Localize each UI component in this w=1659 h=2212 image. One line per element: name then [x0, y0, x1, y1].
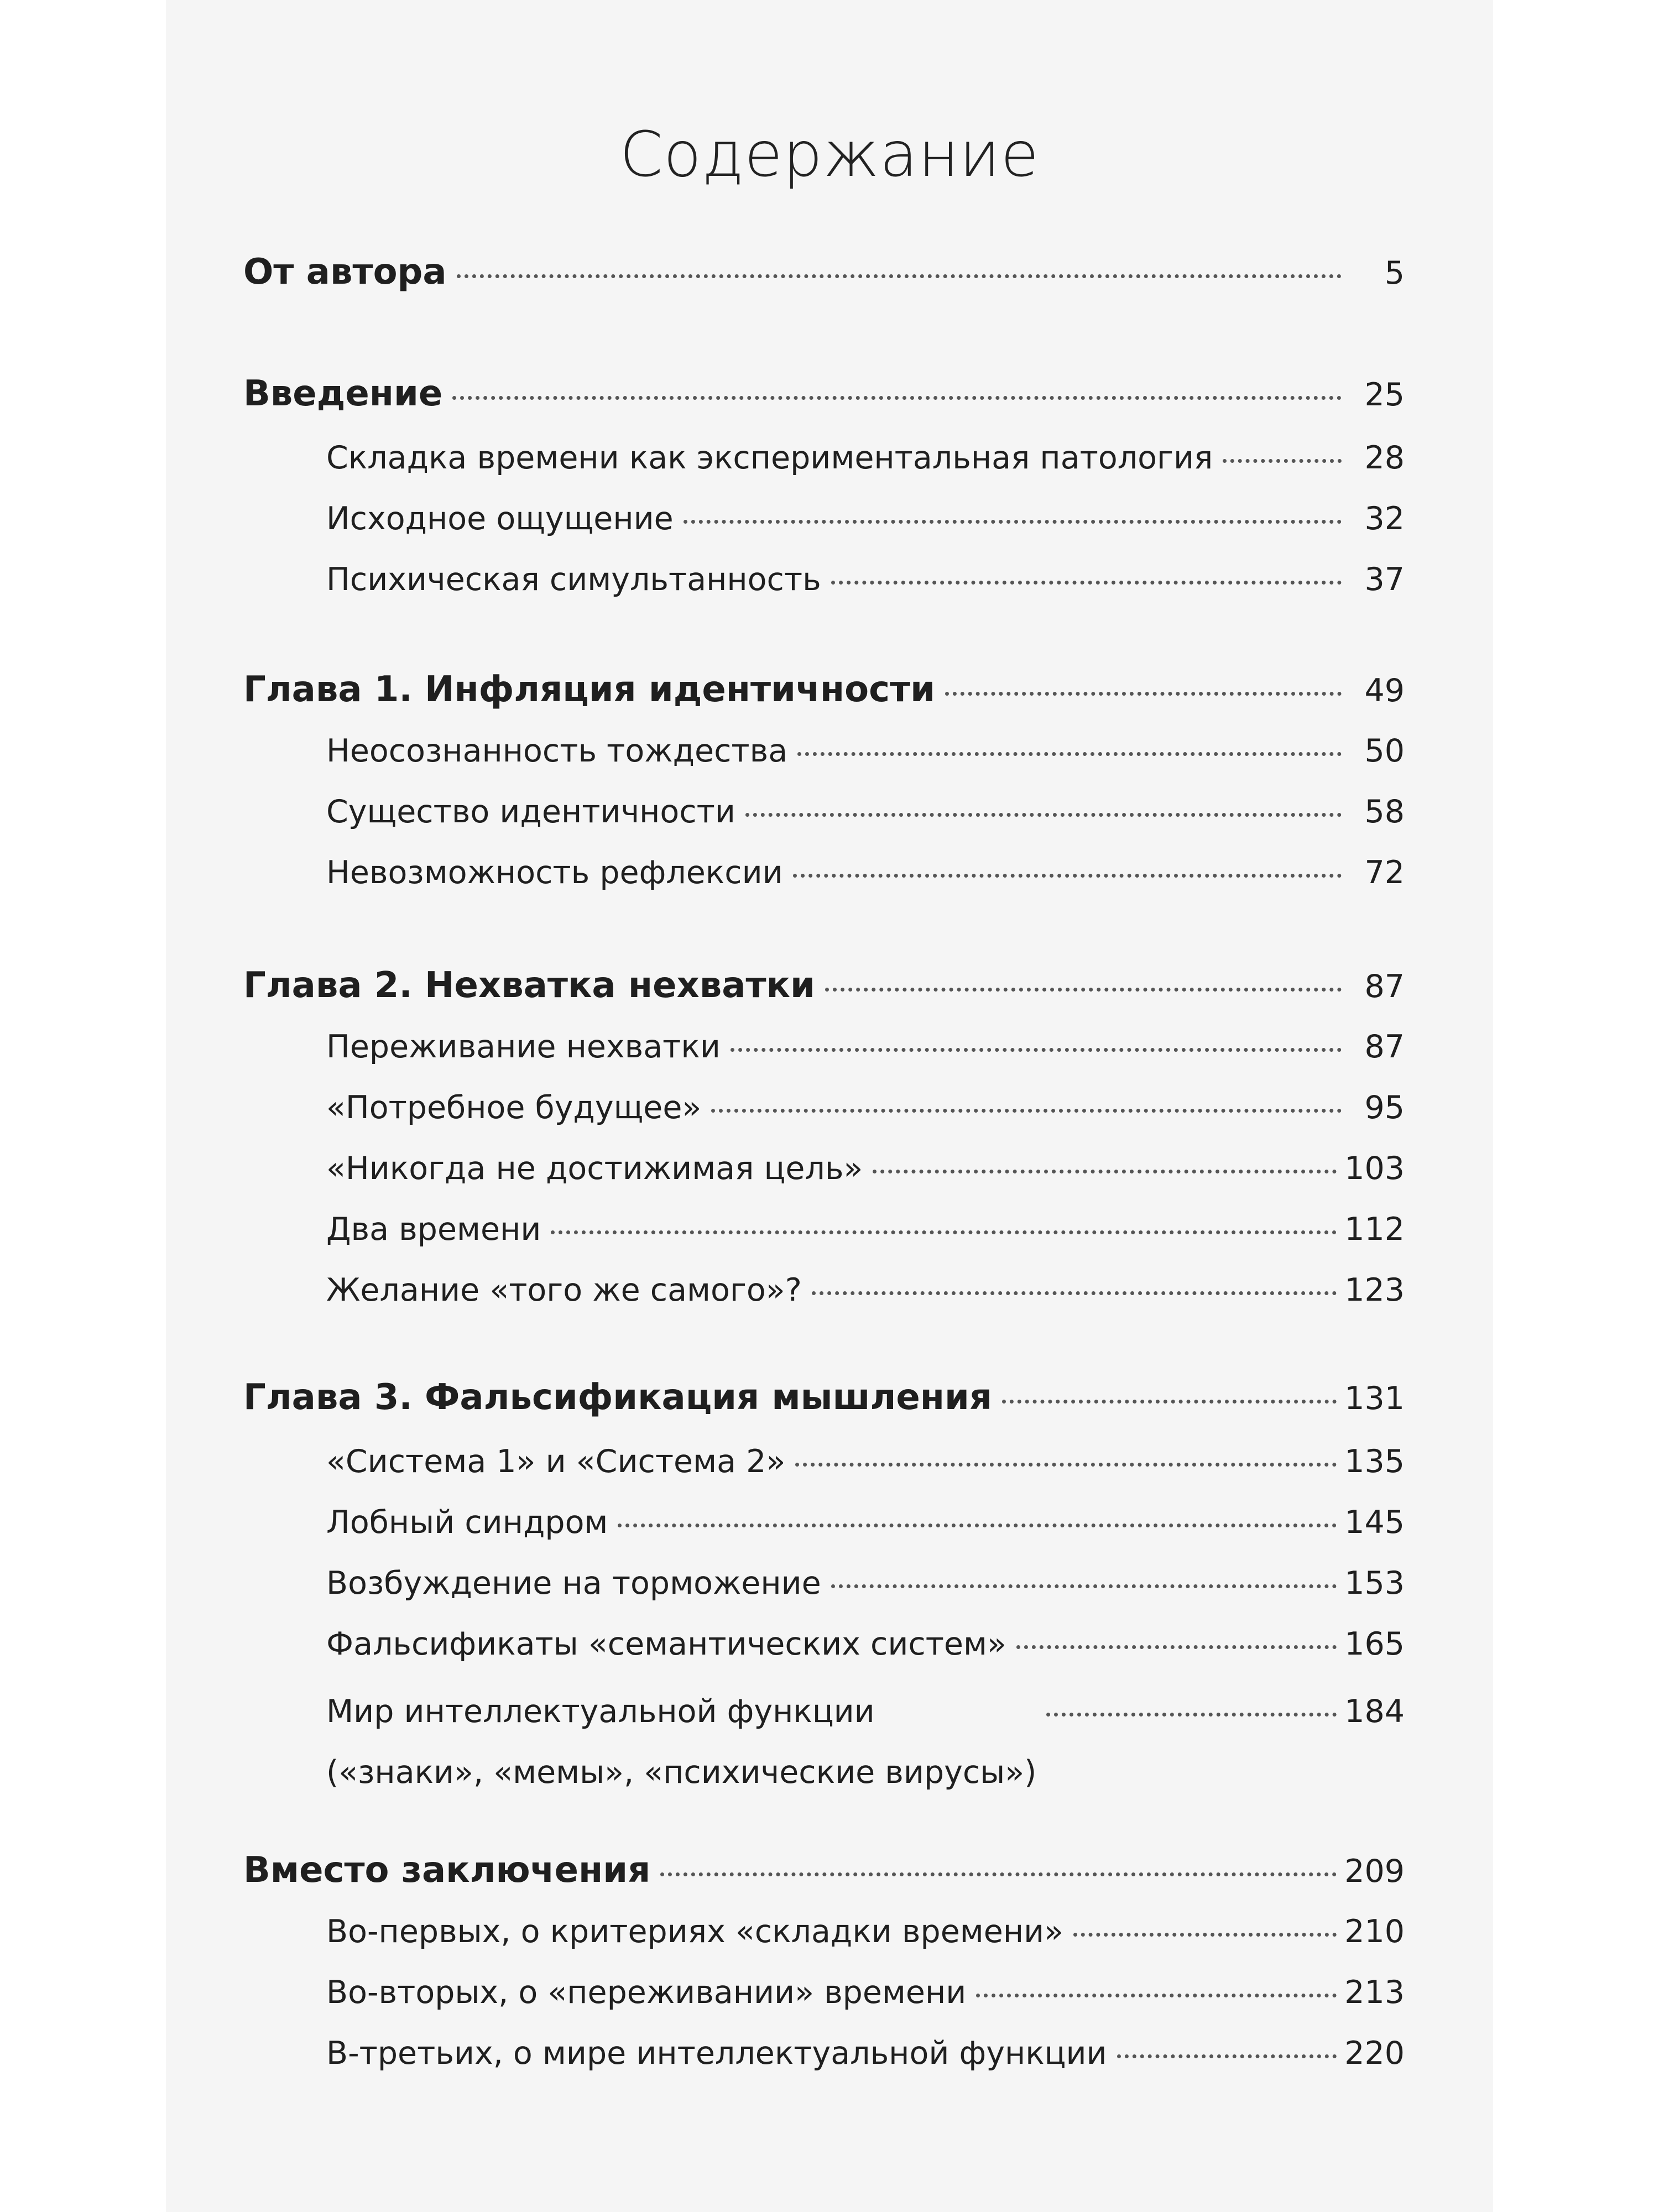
- page-number: 112: [1344, 1211, 1405, 1248]
- page-number: 135: [1344, 1443, 1405, 1480]
- dot-leader: [1117, 2054, 1337, 2058]
- dot-leader: [1223, 459, 1342, 463]
- page-number: 5: [1384, 255, 1405, 291]
- page-number: 131: [1344, 1380, 1405, 1417]
- entry-title: [326, 1681, 1036, 1803]
- entry-title: В-третьих, о мире интеллектуальной функции: [326, 2035, 1107, 2072]
- dot-leader: [976, 1994, 1337, 1997]
- dot-leader: [1016, 1645, 1337, 1649]
- page-number: 28: [1364, 440, 1405, 476]
- page-number: 49: [1364, 672, 1405, 709]
- entry-title: Складка времени как экспериментальная патология: [326, 440, 1213, 476]
- page-number: 72: [1364, 854, 1405, 891]
- toc-entry-sub: [326, 440, 1405, 476]
- book-page: [166, 0, 1493, 2212]
- page-number: 25: [1364, 377, 1405, 413]
- dot-leader: [793, 874, 1342, 878]
- toc-entry-introduction: [243, 373, 1405, 414]
- entry-title: Два времени: [326, 1211, 541, 1248]
- toc-entry-sub: [326, 1681, 1405, 1803]
- toc-entry-chapter-2: [243, 965, 1405, 1006]
- page-number: 87: [1364, 968, 1405, 1005]
- entry-title: «Потребное будущее»: [326, 1089, 702, 1126]
- toc-entry-sub: [326, 854, 1405, 891]
- dot-leader: [831, 581, 1342, 585]
- toc-entry-from-author: [243, 252, 1405, 293]
- page-number: 123: [1344, 1272, 1405, 1308]
- entry-title: Введение: [243, 373, 443, 414]
- dot-leader: [731, 1048, 1342, 1052]
- dot-leader: [452, 396, 1342, 400]
- toc-entry-sub: [326, 1443, 1405, 1480]
- entry-title-line-2: («знаки», «мемы», «психические вирусы»): [326, 1754, 1037, 1791]
- toc-entry-sub: [326, 2035, 1405, 2072]
- dot-leader: [831, 1584, 1337, 1588]
- page-number: 87: [1364, 1029, 1405, 1065]
- entry-title: «Никогда не достижимая цель»: [326, 1150, 863, 1187]
- dot-leader: [551, 1230, 1337, 1234]
- entry-title: Переживание нехватки: [326, 1029, 721, 1065]
- entry-title: Психическая симультанность: [326, 561, 821, 598]
- entry-title: Неосознанность тождества: [326, 733, 788, 769]
- page-number: 58: [1364, 794, 1405, 830]
- toc-entry-sub: [326, 1504, 1405, 1541]
- dot-leader: [873, 1170, 1337, 1173]
- entry-title: Желание «того же самого»?: [326, 1272, 802, 1308]
- page-number: 184: [1344, 1693, 1405, 1730]
- page-number: 37: [1364, 561, 1405, 598]
- page-number: 153: [1344, 1565, 1405, 1601]
- page-number: 50: [1364, 733, 1405, 769]
- dot-leader: [797, 752, 1342, 756]
- toc-entry-chapter-1: [243, 669, 1405, 710]
- entry-title: От автора: [243, 252, 447, 293]
- entry-title: Глава 3. Фальсификация мышления: [243, 1377, 992, 1418]
- dot-leader: [812, 1291, 1337, 1295]
- entry-title: Лобный синдром: [326, 1504, 608, 1541]
- page-title: Содержание: [619, 119, 1040, 191]
- toc-entry-sub: [326, 500, 1405, 537]
- entry-title: Глава 1. Инфляция идентичности: [243, 669, 935, 710]
- dot-leader: [795, 1463, 1337, 1467]
- entry-title: Существо идентичности: [326, 794, 735, 830]
- page-number: 103: [1344, 1150, 1405, 1187]
- entry-title: Невозможность рефлексии: [326, 854, 783, 891]
- toc-entry-sub: [326, 1272, 1405, 1308]
- entry-title: Во-первых, о критериях «складки времени»: [326, 1913, 1064, 1950]
- dot-leader: [684, 520, 1342, 524]
- dot-leader: [457, 274, 1342, 278]
- entry-title: Во-вторых, о «переживании» времени: [326, 1974, 967, 2011]
- page-number: 32: [1364, 500, 1405, 537]
- entry-title: Возбуждение на торможение: [326, 1565, 821, 1601]
- page-number: 145: [1344, 1504, 1405, 1541]
- entry-title: Фальсификаты «семантических систем»: [326, 1626, 1006, 1662]
- dot-leader: [945, 692, 1342, 696]
- toc-entry-sub: [326, 733, 1405, 769]
- entry-title-line-1: Мир интеллектуальной функции: [326, 1693, 875, 1730]
- dot-leader: [745, 813, 1342, 817]
- dot-leader: [660, 1872, 1337, 1876]
- toc-entry-conclusion: [243, 1850, 1405, 1891]
- toc-entry-sub: [326, 1974, 1405, 2011]
- page-number: 213: [1344, 1974, 1405, 2011]
- toc-entry-sub: [326, 794, 1405, 830]
- page-number: 165: [1344, 1626, 1405, 1662]
- dot-leader: [1002, 1400, 1337, 1404]
- page-number: 209: [1344, 1853, 1405, 1890]
- entry-title: «Система 1» и «Система 2»: [326, 1443, 786, 1480]
- toc-entry-sub: [326, 1626, 1405, 1662]
- entry-title: Глава 2. Нехватка нехватки: [243, 965, 815, 1006]
- toc-entry-sub: [326, 1029, 1405, 1065]
- entry-title: Вместо заключения: [243, 1850, 651, 1891]
- page-number: 95: [1364, 1089, 1405, 1126]
- toc-entry-sub: [326, 1150, 1405, 1187]
- dot-leader: [1046, 1713, 1337, 1717]
- toc-entry-chapter-3: [243, 1377, 1405, 1418]
- toc-entry-sub: [326, 1211, 1405, 1248]
- dot-leader: [825, 988, 1342, 992]
- dot-leader: [1073, 1933, 1337, 1937]
- page-number: 220: [1344, 2035, 1405, 2072]
- dot-leader: [618, 1524, 1337, 1527]
- toc-entry-sub: [326, 1913, 1405, 1950]
- page-number: 210: [1344, 1913, 1405, 1950]
- dot-leader: [711, 1109, 1342, 1113]
- toc-entry-sub: [326, 1565, 1405, 1601]
- entry-title: Исходное ощущение: [326, 500, 674, 537]
- toc-entry-sub: [326, 561, 1405, 598]
- toc-entry-sub: [326, 1089, 1405, 1126]
